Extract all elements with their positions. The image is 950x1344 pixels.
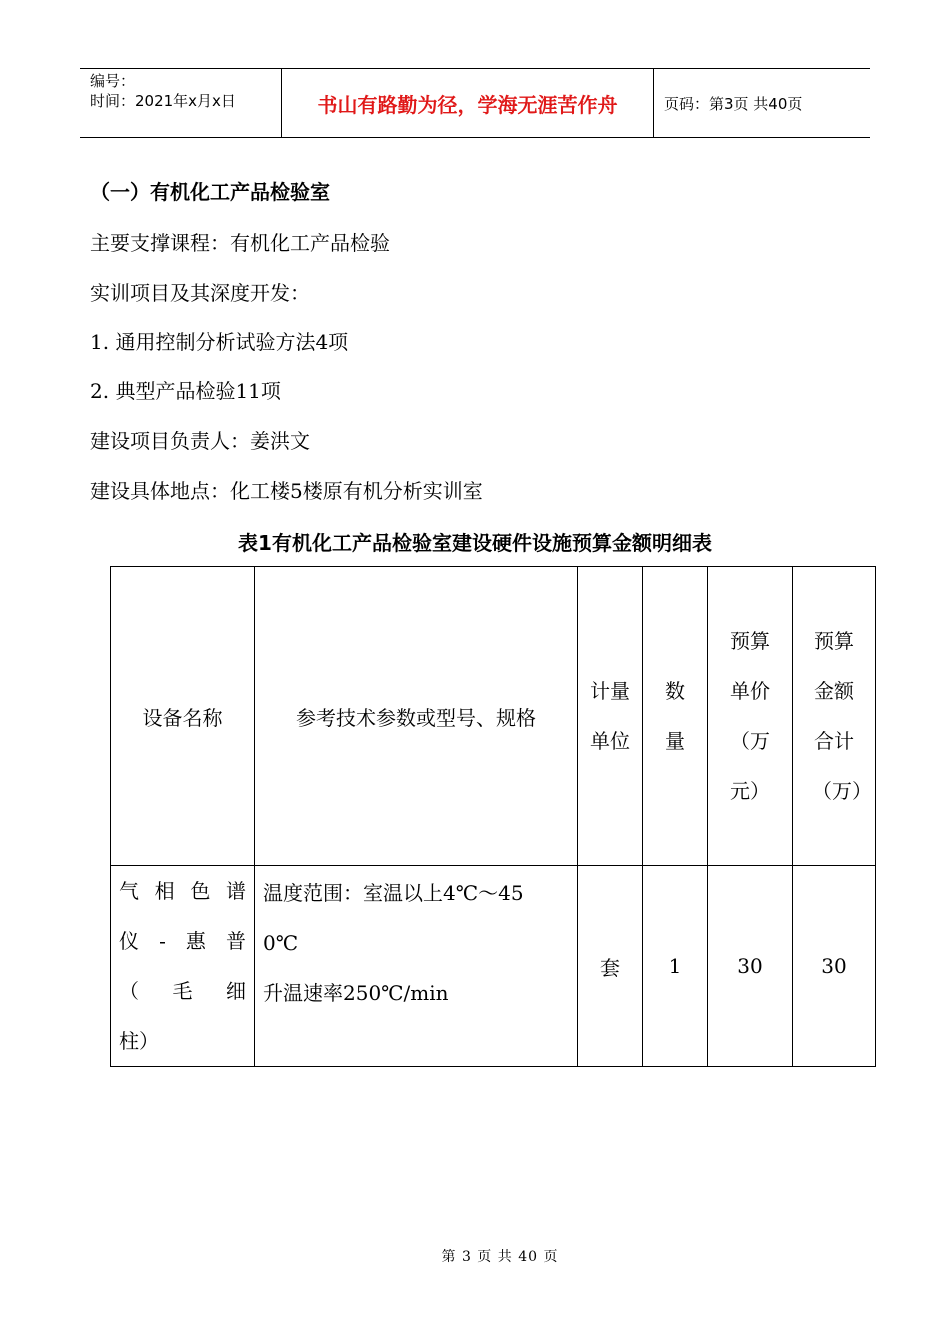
spec-line-2: 0℃ (263, 931, 299, 955)
header-name: 设备名称 (111, 567, 255, 866)
leader-line: 建设项目负责人：姜洪文 (90, 429, 310, 453)
spec-line-1: 温度范围：室温以上4℃～45 (263, 881, 524, 905)
name-line-3: （ 毛 细 (119, 979, 246, 1003)
project-item-1: 1. 通用控制分析试验方法4项 (90, 330, 349, 354)
header-price-cell (708, 567, 793, 866)
name-line-1: 气相色谱 (119, 879, 246, 903)
header-unit: 计量单位 (590, 679, 630, 753)
spec-line-3: 升温速率250℃/min (263, 981, 449, 1005)
course-line: 主要支撑课程：有机化工产品检验 (90, 231, 390, 255)
equipment-unit: 套 (578, 866, 643, 1067)
number-label: 编号： (90, 72, 136, 90)
time-label: 时间：2021年x月x日 (90, 92, 236, 110)
header-price: 预算单价（万元） (730, 629, 770, 803)
equipment-qty: 1 (643, 866, 708, 1067)
table-header-row (111, 567, 876, 866)
location-line: 建设具体地点：化工楼5楼原有机分析实训室 (90, 479, 483, 503)
header-spec: 参考技术参数或型号、规格 (255, 567, 578, 866)
name-line-4: 柱） (119, 1029, 159, 1053)
header-page-info: 页码：第3页 共40页 (664, 94, 803, 113)
project-item-2: 2. 典型产品检验11项 (90, 379, 281, 403)
table-title: 表1有机化工产品检验室建设硬件设施预算金额明细表 (238, 531, 712, 555)
header-qty-cell (643, 567, 708, 866)
equipment-spec (255, 866, 578, 1067)
name-line-2: 仪-惠普 (119, 929, 246, 953)
header-meta (80, 69, 282, 137)
header-total-cell (793, 567, 876, 866)
table-row (111, 866, 876, 1067)
equipment-price: 30 (708, 866, 793, 1067)
header-unit-cell (578, 567, 643, 866)
equipment-name (111, 866, 255, 1067)
header-total: 预算金额合计（万） (812, 629, 872, 803)
header-motto: 书山有路勤为径，学海无涯苦作舟 (282, 69, 654, 137)
page-header (80, 68, 870, 138)
page-footer: 第 3 页 共 40 页 (441, 1249, 559, 1265)
projects-intro: 实训项目及其深度开发： (90, 281, 310, 305)
section-title: （一）有机化工产品检验室 (90, 180, 330, 204)
budget-table (110, 566, 876, 1067)
equipment-total: 30 (793, 866, 876, 1067)
header-qty: 数量 (665, 679, 685, 753)
